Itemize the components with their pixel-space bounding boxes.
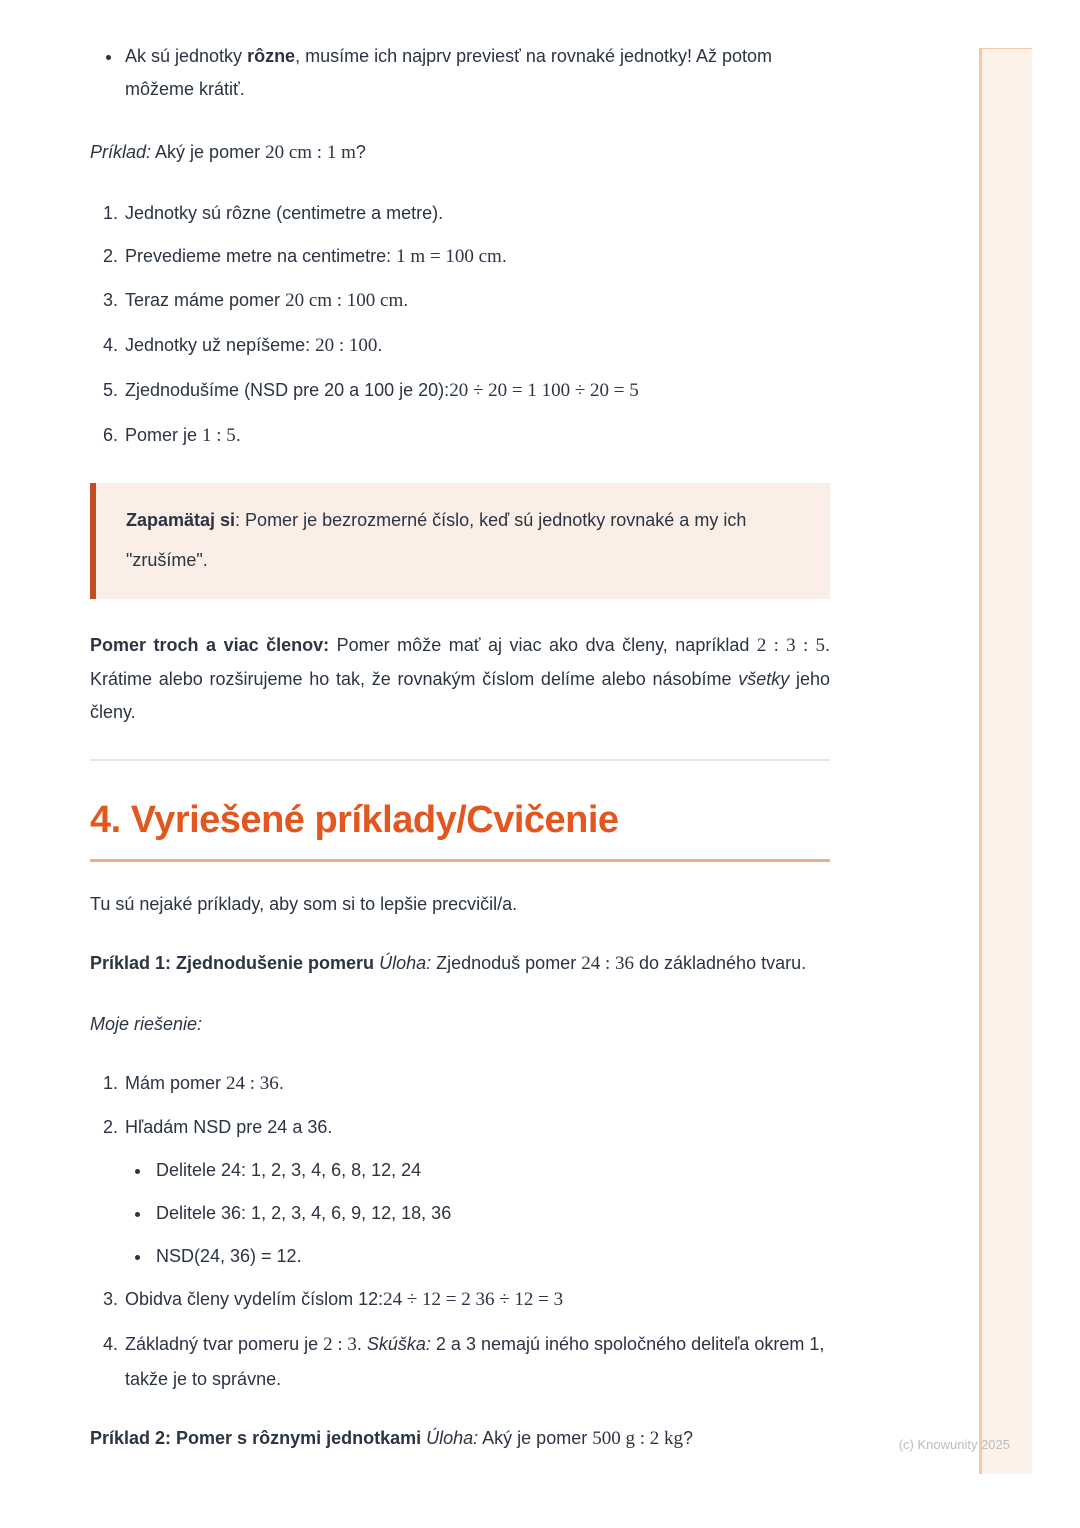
section-heading: 4. Vyriešené príklady/Cvičenie	[90, 799, 619, 842]
step-item: 3. Obidva členy vydelím číslom 12:24 ÷ 12 = 2 36 ÷ 12 = 3	[123, 1283, 830, 1318]
page-content	[90, 40, 830, 1456]
step-item: 2. Prevedieme metre na centimetre: 1 m = 100 cm.	[123, 240, 830, 275]
step-item: 4. Základný tvar pomeru je 2 : 3. Skúška: 2 a 3 nemajú iného spoločného deliteľa okrem 1, takže je to správne.	[123, 1328, 830, 1396]
sublist-item: • NSD(24, 36) = 12.	[152, 1240, 830, 1273]
intro-bullet-item: • Ak sú jednotky rôzne, musíme ich najprv previesť na rovnaké jednotky! Až potom môžeme krátiť.	[123, 40, 830, 106]
step-item: 5. Zjednodušíme (NSD pre 20 a 100 je 20):20 ÷ 20 = 1 100 ÷ 20 = 5	[123, 374, 830, 409]
callout-text: Zapamätaj si: Pomer je bezrozmerné číslo, keď sú jednotky rovnaké a my ich "zrušíme".	[126, 510, 747, 570]
step-item	[123, 1111, 830, 1273]
step-item: 3. Teraz máme pomer 20 cm : 100 cm.	[123, 284, 830, 319]
copyright-note: (c) Knowunity 2025	[898, 1437, 1010, 1452]
step-item: 4. Jednotky už nepíšeme: 20 : 100.	[123, 329, 830, 364]
step-text: Hľadám NSD pre 24 a 36.	[125, 1117, 333, 1138]
step-item: 1. Jednotky sú rôzne (centimetre a metre).	[123, 197, 830, 230]
page-margin-strip	[979, 48, 1032, 1474]
sublist-item: • Delitele 36: 1, 2, 3, 4, 6, 9, 12, 18, 36	[152, 1197, 830, 1230]
heading-underline	[90, 859, 830, 862]
practice-intro: Tu sú nejaké príklady, aby som si to lepšie precvičil/a.	[90, 893, 518, 914]
section-divider	[90, 759, 830, 761]
solution-label: Moje riešenie:	[90, 1013, 203, 1034]
example-prompt: Príklad: Aký je pomer 20 cm : 1 m?	[90, 141, 366, 163]
remember-callout	[90, 483, 830, 598]
intro-bullet-list	[90, 40, 830, 106]
steps-list-solution	[90, 1067, 830, 1396]
example-1-heading: Príklad 1: Zjednodušenie pomeru Úloha: Zjednoduš pomer 24 : 36 do základného tvaru.	[90, 952, 807, 974]
example-2-heading: Príklad 2: Pomer s rôznymi jednotkami Úloha: Aký je pomer 500 g : 2 kg?	[90, 1427, 693, 1449]
multi-member-paragraph: Pomer troch a viac členov: Pomer môže mať aj viac ako dva členy, napríklad 2 : 3 : 5. Krátime alebo rozširujeme ho tak, že rovnakým číslom delíme alebo násobíme všetky jeho členy.	[90, 634, 831, 723]
step-item: 6. Pomer je 1 : 5.	[123, 419, 830, 454]
sublist-item: • Delitele 24: 1, 2, 3, 4, 6, 8, 12, 24	[152, 1154, 830, 1187]
steps-list-units	[90, 197, 830, 454]
divisors-sublist	[125, 1154, 830, 1273]
step-item: 1. Mám pomer 24 : 36.	[123, 1067, 830, 1102]
